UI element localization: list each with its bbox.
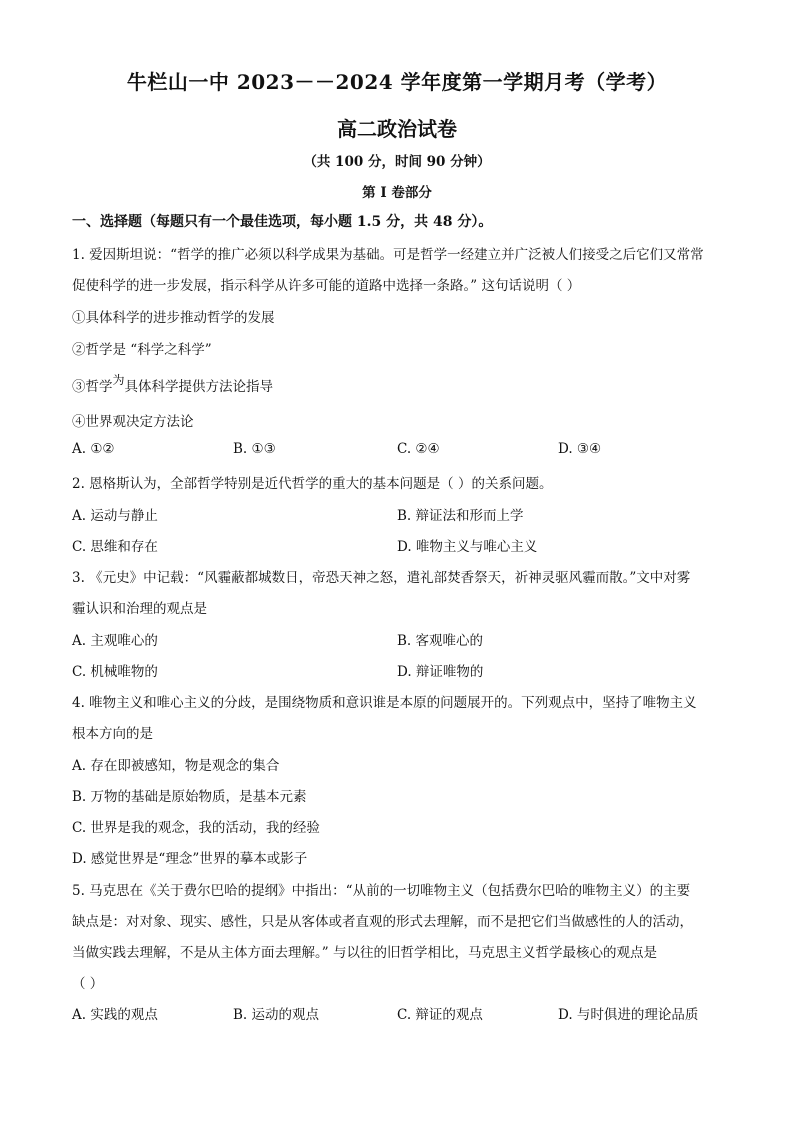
q1-stem-line-2: 促使科学的进一步发展，指示科学从许多可能的道路中选择一条路。” 这句话说明（ ）	[72, 278, 581, 294]
q4-option-d: D. 感觉世界是“理念”世界的摹本或影子	[72, 851, 308, 867]
q5-stem-line-1: 5. 马克思在《关于费尔巴哈的提纲》中指出：“从前的一切唯物主义（包括费尔巴哈的唯物主义）的主要	[72, 883, 691, 899]
q2-stem-line-1: 2. 恩格斯认为，全部哲学特别是近代哲学的重大的基本问题是（ ）的关系问题。	[72, 476, 553, 492]
q5-option-c: C. 辩证的观点	[397, 1007, 483, 1023]
q2-option-d: D. 唯物主义与唯心主义	[397, 539, 538, 555]
q1-item-3	[72, 375, 273, 395]
exam-title: 牛栏山一中 2023－－2024 学年度第一学期月考（学考）	[126, 70, 668, 94]
q1-item-1: ①具体科学的进步推动哲学的发展	[72, 310, 275, 326]
q1-option-a: A. ①②	[72, 441, 115, 457]
q5-option-b: B. 运动的观点	[233, 1007, 320, 1023]
q3-option-d: D. 辩证唯物的	[397, 664, 484, 680]
exam-info: （共 100 分，时间 90 分钟）	[303, 154, 491, 170]
q5-option-a: A. 实践的观点	[72, 1007, 158, 1023]
q2-option-a: A. 运动与静止	[72, 508, 158, 524]
q3-option-a: A. 主观唯心的	[72, 633, 158, 649]
section-heading: 一、选择题（每题只有一个最佳选项，每小题 1.5 分，共 48 分）。	[72, 214, 493, 230]
q1-stem-line-1: 1. 爱因斯坦说：“哲学的推广必须以科学成果为基础。可是哲学一经建立并广泛被人们接受之后它们又常常	[72, 247, 704, 263]
q4-stem-line-2: 根本方向的是	[72, 726, 153, 742]
q5-stem-line-2: 缺点是：对对象、现实、感性，只是从客体或者直观的形式去理解，而不是把它们当做感性的人的活动，	[72, 914, 693, 930]
q1-item-3-pre: ③哲学	[72, 379, 113, 395]
q1-item-2: ②哲学是 “科学之科学”	[72, 342, 212, 358]
q3-stem-line-1: 3. 《元史》中记载：“风霾蔽都城数日，帝恐天神之怒，遣礼部焚香祭天，祈神灵驱风霾而散。”文中对雾	[72, 570, 691, 586]
q4-option-b: B. 万物的基础是原始物质，是基本元素	[72, 789, 307, 805]
q3-option-b: B. 客观唯心的	[397, 633, 484, 649]
q5-stem-line-4: （ ）	[72, 976, 104, 992]
q4-stem-line-1: 4. 唯物主义和唯心主义的分歧，是围绕物质和意识谁是本原的问题展开的。下列观点中，坚持了唯物主义	[72, 695, 697, 711]
q3-stem-line-2: 霾认识和治理的观点是	[72, 601, 207, 617]
q1-option-b: B. ①③	[233, 441, 276, 457]
q1-item-3-sup: 为	[112, 373, 125, 387]
q2-option-b: B. 辩证法和形而上学	[397, 508, 524, 524]
q1-item-4: ④世界观决定方法论	[72, 414, 194, 430]
q2-option-c: C. 思维和存在	[72, 539, 158, 555]
q1-item-3-post: 具体科学提供方法论指导	[124, 379, 274, 395]
q4-option-a: A. 存在即被感知，物是观念的集合	[72, 758, 280, 774]
q5-stem-line-3: 当做实践去理解，不是从主体方面去理解。” 与以往的旧哲学相比，马克思主义哲学最核心的观点是	[72, 945, 657, 961]
q4-option-c: C. 世界是我的观念，我的活动，我的经验	[72, 820, 320, 836]
q3-option-c: C. 机械唯物的	[72, 664, 158, 680]
q1-option-c: C. ②④	[397, 441, 440, 457]
q1-option-d: D. ③④	[558, 441, 602, 457]
q5-option-d: D. 与时俱进的理论品质	[558, 1007, 699, 1023]
exam-subject: 高二政治试卷	[337, 117, 457, 141]
part-heading: 第 I 卷部分	[362, 185, 432, 201]
